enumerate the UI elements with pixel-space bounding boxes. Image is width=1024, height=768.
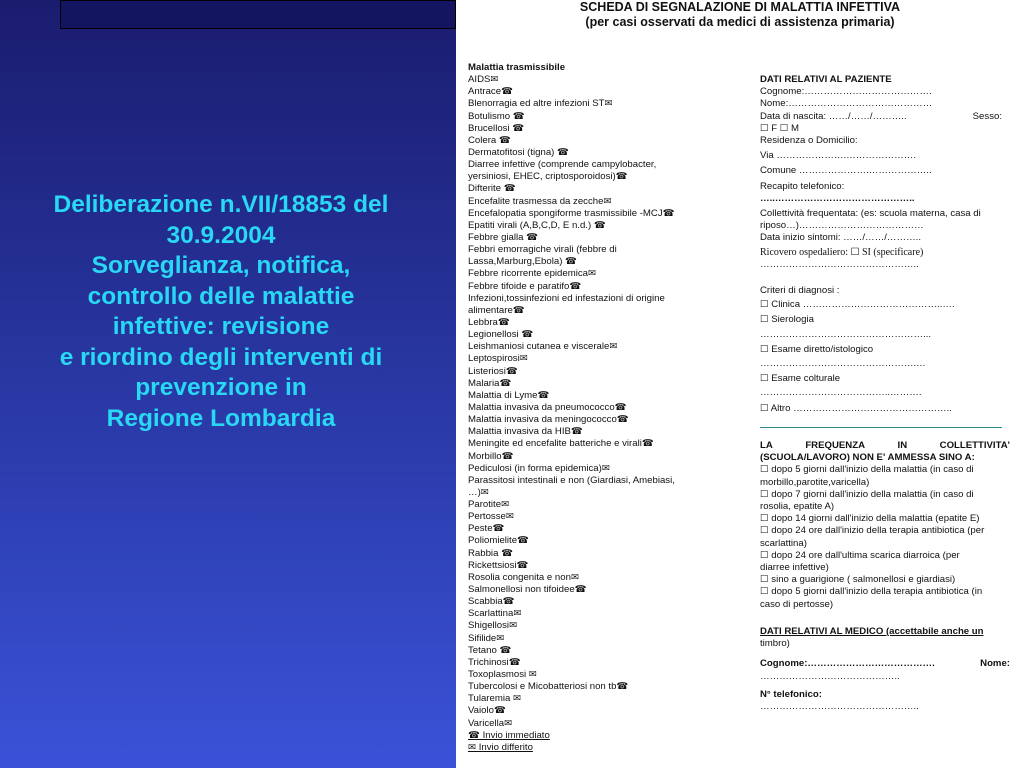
onset-date: Data inizio sintomi: ……/……/……….. bbox=[760, 232, 921, 244]
patient-surname: Cognome:…………………………………. bbox=[760, 86, 932, 98]
title-line: 30.9.2004 bbox=[166, 221, 276, 249]
disease-item: Rosolia congenita e non✉ bbox=[468, 571, 579, 583]
disease-item: Sifilide✉ bbox=[468, 632, 505, 644]
form-subtitle: (per casi osservati da medici di assistenza primaria) bbox=[585, 15, 895, 29]
doctor-header-line-2: timbro) bbox=[760, 638, 790, 650]
frequency-option-line: rosolia, epatite A) bbox=[760, 501, 835, 513]
residence-label: Residenza o Domicilio: bbox=[760, 135, 858, 147]
disease-list-header: Malattia trasmissibile bbox=[468, 62, 566, 73]
disease-item: Colera ☎ bbox=[468, 134, 511, 146]
disease-item: Tubercolosi e Micobatteriosi non tb☎ bbox=[468, 681, 629, 693]
criteria-header: Criteri di diagnosi : bbox=[760, 285, 840, 297]
hospital-line: Ricovero ospedaliero: ☐ SI (specificare) bbox=[760, 246, 924, 258]
disease-item: Poliomielite☎ bbox=[468, 535, 530, 547]
disease-item: Scabbia☎ bbox=[468, 596, 515, 608]
form-title-main: SCHEDA DI SEGNALAZIONE DI MALATTIA INFETTIVA bbox=[579, 0, 901, 14]
disease-item: Salmonellosi non tifoidee☎ bbox=[468, 584, 587, 596]
frequency-option-line: ☐ dopo 7 giorni dall'inizio della malattia (in caso di bbox=[760, 488, 974, 500]
disease-item: Morbillo☎ bbox=[468, 450, 514, 462]
frequency-option-line: scarlattina) bbox=[760, 537, 807, 549]
frequency-option-line: ☐ dopo 5 giorni dall'inizio della terapia antibiotica (in bbox=[760, 586, 983, 598]
disease-item: Febbre gialla ☎ bbox=[468, 231, 539, 243]
disease-item: Rabbia ☎ bbox=[468, 547, 514, 559]
slide-title bbox=[6, 190, 436, 434]
top-bar bbox=[60, 0, 456, 29]
frequency-header-line-1 bbox=[760, 440, 1010, 452]
sex-label: Sesso: bbox=[972, 110, 1002, 122]
disease-item: Infezioni,tossinfezioni ed infestazioni di origine bbox=[468, 292, 665, 304]
disease-item: Tularemia ✉ bbox=[468, 693, 521, 705]
title-line: e riordino degli interventi di bbox=[59, 343, 383, 371]
legend-item: ☎ Invio immediato bbox=[468, 729, 550, 741]
criteria-direct-dots: ………………………………………….… bbox=[760, 358, 926, 370]
disease-item: Epatiti virali (A,B,C,D, E n.d.) ☎ bbox=[468, 219, 606, 231]
disease-item: Malattia invasiva da pneumococco☎ bbox=[468, 401, 627, 413]
hospital-dots: ………………………………………….. bbox=[760, 258, 919, 270]
disease-item: Botulismo ☎ bbox=[468, 110, 525, 122]
disease-item: Febbri emorragiche virali (febbre di bbox=[468, 244, 617, 256]
disease-item: Scarlattina✉ bbox=[468, 608, 522, 620]
disease-item: Lassa,Marburg,Ebola) ☎ bbox=[468, 256, 578, 268]
disease-item: Tetano ☎ bbox=[468, 644, 512, 656]
disease-item: Leishmaniosi cutanea e viscerale✉ bbox=[468, 341, 618, 353]
disease-item: Pediculosi (in forma epidemica)✉ bbox=[468, 462, 610, 474]
disease-item: Encefalopatia spongiforme trasmissibile -MCJ☎ bbox=[468, 207, 675, 219]
community-line-1: Collettività frequentata: (es: scuola materna, casa di bbox=[760, 208, 981, 220]
disease-item: Diarree infettive (comprende campylobacter, bbox=[468, 159, 657, 171]
disease-item: Difterite ☎ bbox=[468, 183, 516, 195]
doctor-header: DATI RELATIVI AL MEDICO (accettabile anche un bbox=[760, 626, 984, 637]
disease-item: Rickettsiosi☎ bbox=[468, 559, 529, 571]
criteria-clinic: ☐ Clinica ……………………………………..…. bbox=[760, 299, 955, 311]
legend-item: ✉ Invio differito bbox=[468, 741, 533, 753]
frequency-header-word: FREQUENZA bbox=[805, 440, 866, 451]
criteria-culture: ☐ Esame colturale bbox=[760, 373, 841, 385]
community-line-2: riposo…)………………………………… bbox=[760, 220, 924, 232]
doctor-section bbox=[760, 626, 1010, 713]
disease-item: Brucellosi ☎ bbox=[468, 122, 525, 134]
street-line: Via ………………….…………………. bbox=[760, 150, 917, 162]
sex-options: ☐ F ☐ M bbox=[760, 122, 800, 134]
disease-item: Varicella✉ bbox=[468, 717, 513, 729]
frequency-option-line: ☐ sino a guarigione ( salmonellosi e giardiasi) bbox=[760, 574, 956, 586]
disease-item: Meningite ed encefalite batteriche e virali☎ bbox=[468, 438, 654, 450]
doctor-header-line-1 bbox=[760, 626, 1010, 638]
frequency-header-line-2: (SCUOLA/LAVORO) NON E' AMMESSA SINO A: bbox=[760, 452, 975, 464]
birth-row bbox=[760, 111, 1010, 123]
disease-item: Dermatofitosi (tigna) ☎ bbox=[468, 146, 569, 158]
disease-item: Malattia di Lyme☎ bbox=[468, 389, 550, 401]
title-line: Sorveglianza, notifica, bbox=[91, 252, 351, 279]
criteria-serology: ☐ Sierologia bbox=[760, 314, 814, 326]
disease-item: Listeriosi☎ bbox=[468, 365, 518, 377]
disease-item: Blenorragia ed altre infezioni ST✉ bbox=[468, 98, 613, 110]
disease-item: Malattia invasiva da meningococco☎ bbox=[468, 414, 629, 426]
disease-list bbox=[468, 62, 748, 754]
frequency-header-word: COLLETTIVITA' bbox=[939, 440, 1010, 451]
frequency-option-line: diarree infettive) bbox=[760, 562, 829, 574]
disease-item: Leptospirosi✉ bbox=[468, 353, 528, 365]
disease-item: Legionellosi ☎ bbox=[468, 329, 534, 341]
disease-item: alimentare☎ bbox=[468, 304, 525, 316]
doctor-name-dots: …………………………………….. bbox=[760, 670, 900, 682]
frequency-option-line: ☐ dopo 14 giorni dall'inizio della malattia (epatite E) bbox=[760, 513, 980, 525]
disease-item: Parassitosi intestinali e non (Giardiasi, Amebiasi, bbox=[468, 474, 675, 486]
form-title bbox=[456, 0, 1024, 30]
criteria-culture-dots: …………………………………..………. bbox=[760, 387, 922, 399]
title-line: Deliberazione n.VII/18853 del bbox=[53, 191, 389, 218]
disease-item: AIDS✉ bbox=[468, 74, 499, 86]
disease-item: Febbre ricorrente epidemica✉ bbox=[468, 268, 597, 280]
disease-item: yersiniosi, EHEC, criptosporoidosi)☎ bbox=[468, 171, 628, 183]
criteria-other: ☐ Altro ………………………………………….. bbox=[760, 402, 952, 414]
doctor-phone-label: N° telefonico: bbox=[760, 688, 822, 700]
disease-item: Vaiolo☎ bbox=[468, 705, 506, 717]
frequency-option-line: ☐ dopo 5 giorni dall'inizio della malattia (in caso di bbox=[760, 464, 974, 476]
criteria-direct: ☐ Esame diretto/istologico bbox=[760, 343, 874, 355]
frequency-header-word: LA bbox=[760, 440, 773, 451]
disease-item: Pertosse✉ bbox=[468, 511, 514, 523]
disease-item: Peste☎ bbox=[468, 523, 505, 535]
frequency-options bbox=[760, 464, 1010, 610]
title-line: controllo delle malattie bbox=[87, 282, 355, 310]
criteria-serology-dots: ……………………………………………... bbox=[760, 328, 932, 340]
notification-form-image bbox=[456, 0, 1024, 768]
section-divider bbox=[760, 427, 1002, 428]
frequency-option-line: ☐ dopo 24 ore dall'inizio della terapia antibiotica (per bbox=[760, 525, 985, 537]
doctor-name-row bbox=[760, 658, 1010, 670]
disease-item: Toxoplasmosi ✉ bbox=[468, 669, 537, 681]
patient-section bbox=[760, 74, 1010, 415]
disease-item: Febbre tifoide e paratifo☎ bbox=[468, 280, 582, 292]
frequency-option-line: ☐ dopo 24 ore dall'ultima scarica diarroica (per bbox=[760, 549, 960, 561]
disease-item: Shigellosi✉ bbox=[468, 620, 518, 632]
frequency-header-word: IN bbox=[897, 440, 908, 451]
patient-header: DATI RELATIVI AL PAZIENTE bbox=[760, 74, 892, 85]
disease-item: …)✉ bbox=[468, 486, 489, 498]
title-line: Regione Lombardia bbox=[106, 404, 336, 432]
doctor-phone-dots: ………………………………………….. bbox=[760, 701, 919, 713]
phone-dots: …..…………………………………….. bbox=[760, 192, 915, 204]
birth-date: Data di nascita: ……/……/……….. bbox=[760, 110, 907, 122]
municipality-line: Comune ………………….……………….. bbox=[760, 165, 932, 177]
doctor-surname: Cognome:…………………………………. bbox=[760, 658, 935, 670]
frequency-option-line: caso di pertosse) bbox=[760, 598, 834, 610]
patient-name: Nome:……………………………………… bbox=[760, 98, 933, 110]
title-line: infettive: revisione bbox=[112, 313, 330, 340]
disease-item: Malattia invasiva da HIB☎ bbox=[468, 426, 583, 438]
disease-item: Malaria☎ bbox=[468, 377, 512, 389]
doctor-name-label: Nome: bbox=[980, 658, 1010, 670]
disease-item: Lebbra☎ bbox=[468, 316, 510, 328]
frequency-section bbox=[760, 440, 1010, 611]
title-line: prevenzione in bbox=[135, 374, 307, 401]
frequency-option-line: morbillo,parotite,varicella) bbox=[760, 476, 870, 488]
disease-item: Parotite✉ bbox=[468, 499, 510, 511]
disease-item: Encefalite trasmessa da zecche✉ bbox=[468, 195, 612, 207]
phone-label: Recapito telefonico: bbox=[760, 180, 845, 192]
disease-item: Antrace☎ bbox=[468, 86, 514, 98]
disease-item: Trichinosi☎ bbox=[468, 656, 521, 668]
